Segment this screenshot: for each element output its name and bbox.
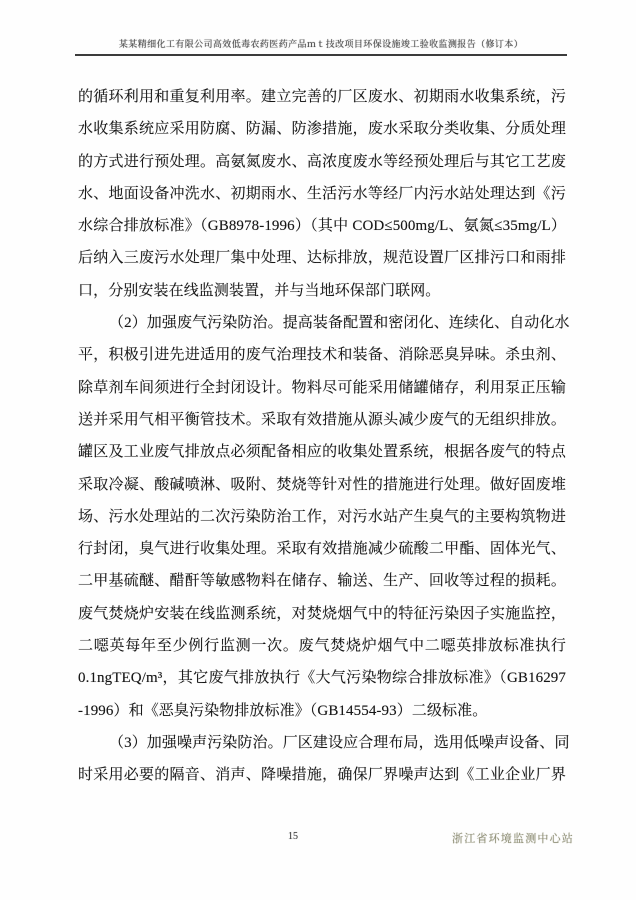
body-line: 罐区及工业废气排放点必须配备相应的收集处置系统，根据各废气的特点 (78, 444, 566, 461)
body-line: 水综合排放标准》（GB8978-1996）（其中 COD≤500mg/L、氨氮≤35mg/L） (78, 218, 566, 235)
body-line: 场、污水处理站的二次污染防治工作，对污水站产生臭气的主要构筑物进 (78, 508, 566, 525)
body-line: 的方式进行预处理。高氨氮废水、高浓度废水等经预处理后与其它工艺废 (78, 153, 566, 170)
body-line: 采取冷凝、酸碱喷淋、吸附、焚烧等针对性的措施进行处理。做好固废堆 (78, 476, 566, 493)
page-number: 15 (288, 831, 298, 842)
body-line: 送并采用气相平衡管技术。采取有效措施从源头减少废气的无组织排放。 (78, 411, 566, 428)
body-line: 行封闭，臭气进行收集处理。采取有效措施减少硫酸二甲酯、固体光气、 (78, 541, 566, 558)
body-line: （2）加强废气污染防治。提高装备配置和密闭化、连续化、自动化水 (109, 315, 570, 332)
body-line: 的循环利用和重复利用率。建立完善的厂区废水、初期雨水收集系统，污 (78, 89, 566, 105)
body-line: 废气焚烧炉安装在线监测系统，对焚烧烟气中的特征污染因子实施监控， (78, 605, 566, 622)
body-line: 后纳入三废污水处理厂集中处理、达标排放，规范设置厂区排污口和雨排 (78, 250, 566, 267)
page-header (75, 37, 567, 56)
body-line: 水、地面设备冲洗水、初期雨水、生活污水等经厂内污水站处理达到《污 (78, 185, 566, 202)
body-line: 除草剂车间须进行全封闭设计。物料尽可能采用储罐储存，利用泵正压输 (78, 379, 566, 396)
body-line: 二噁英每年至少例行监测一次。废气焚烧炉烟气中二噁英排放标准执行 (78, 638, 566, 655)
body-line: 平，积极引进先进适用的废气治理技术和装备、消除恶臭异味。杀虫剂、 (78, 347, 566, 364)
body-line: 二甲基硫醚、醋酐等敏感物料在储存、输送、生产、回收等过程的损耗。 (78, 573, 566, 590)
body-line: 口，分别安装在线监测装置，并与当地环保部门联网。 (78, 282, 441, 299)
body-line: 时采用必要的隔音、消声、降噪措施，确保厂界噪声达到《工业企业厂界 (78, 767, 566, 784)
body-line: -1996）和《恶臭污染物排放标准》（GB14554-93）二级标准。 (78, 702, 488, 719)
body-line: 水收集系统应采用防腐、防漏、防渗措施，废水采取分类收集、分质处理 (78, 121, 566, 138)
footer-stamp: 浙江省环境监测中心站 (452, 833, 574, 845)
header-title: 某某精细化工有限公司高效低毒农药医药产品ｍｔ技改项目环保设施竣工验收监测报告（修订本） (118, 39, 524, 49)
body-line: 0.1ngTEQ/m³，其它废气排放执行《大气污染物综合排放标准》（GB16297 (78, 670, 566, 687)
body-line: （3）加强噪声污染防治。厂区建设应合理布局，选用低噪声设备、同 (109, 734, 570, 751)
document-body (78, 81, 570, 792)
